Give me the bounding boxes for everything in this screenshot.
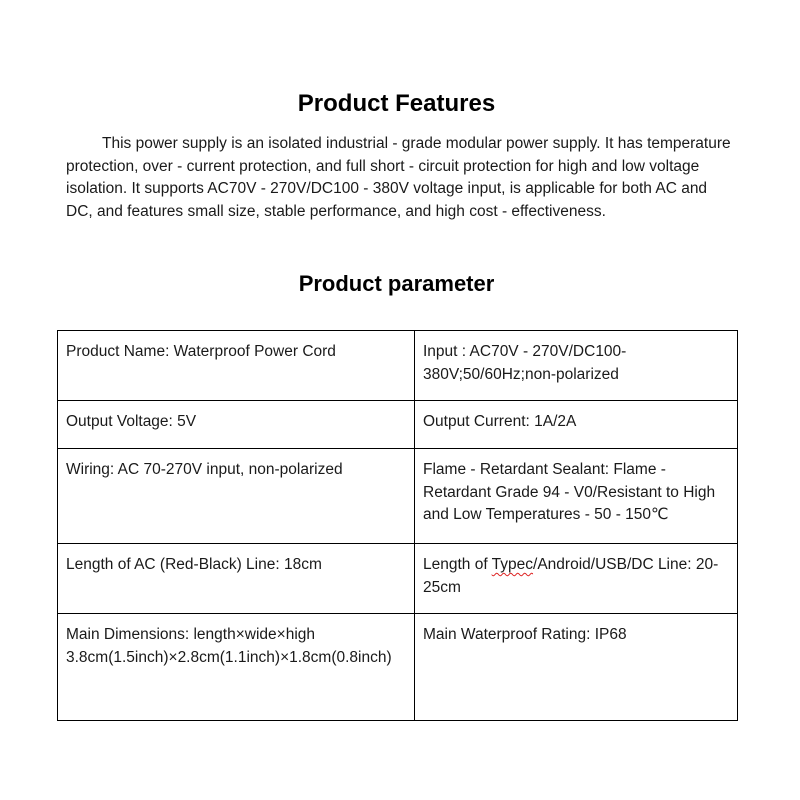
table-row bbox=[58, 544, 738, 614]
param-product-name: Product Name: Waterproof Power Cord bbox=[58, 331, 415, 401]
param-input: Input : AC70V - 270V/DC100-380V;50/60Hz;non-polarized bbox=[415, 331, 738, 401]
param-waterproof-rating: Main Waterproof Rating: IP68 bbox=[415, 614, 738, 721]
param-wiring: Wiring: AC 70-270V input, non-polarized bbox=[58, 449, 415, 544]
spellcheck-flagged-word: Typec bbox=[491, 556, 534, 573]
param-ac-line-length: Length of AC (Red-Black) Line: 18cm bbox=[58, 544, 415, 614]
param-main-dimensions bbox=[58, 614, 415, 721]
table-row bbox=[58, 331, 738, 401]
param-output-voltage: Output Voltage: 5V bbox=[58, 401, 415, 449]
table-row bbox=[58, 614, 738, 721]
param-flame-retardant-sealant: Flame - Retardant Sealant: Flame - Retardant Grade 94 - V0/Resistant to High and Low Temperatures - 50 - 150℃ bbox=[415, 449, 738, 544]
product-features-heading: Product Features bbox=[297, 90, 496, 117]
param-output-current: Output Current: 1A/2A bbox=[415, 401, 738, 449]
output-line-length-prefix: Length of bbox=[423, 556, 492, 573]
table-row bbox=[58, 449, 738, 544]
table-row bbox=[58, 401, 738, 449]
product-parameter-heading: Product parameter bbox=[298, 271, 495, 296]
output-line-length-suffix: /Android/USB/DC Line: 20-25cm bbox=[423, 556, 719, 596]
product-parameter-table bbox=[57, 330, 738, 721]
main-dimensions-value: 3.8cm(1.5inch)×2.8cm(1.1inch)×1.8cm(0.8inch) bbox=[66, 648, 392, 666]
main-dimensions-label: Main Dimensions: length×wide×high bbox=[66, 626, 316, 643]
product-features-paragraph: This power supply is an isolated industrial - grade modular power supply. It has temperature protection, over - current protection, and full short - circuit protection for high and low voltage isolation. It supports AC70V - 270V/DC100 - 380V voltage input, is applicable for both AC and DC, and features small size, stable performance, and high cost - effectiveness. bbox=[66, 135, 731, 220]
param-output-line-length bbox=[415, 544, 738, 614]
